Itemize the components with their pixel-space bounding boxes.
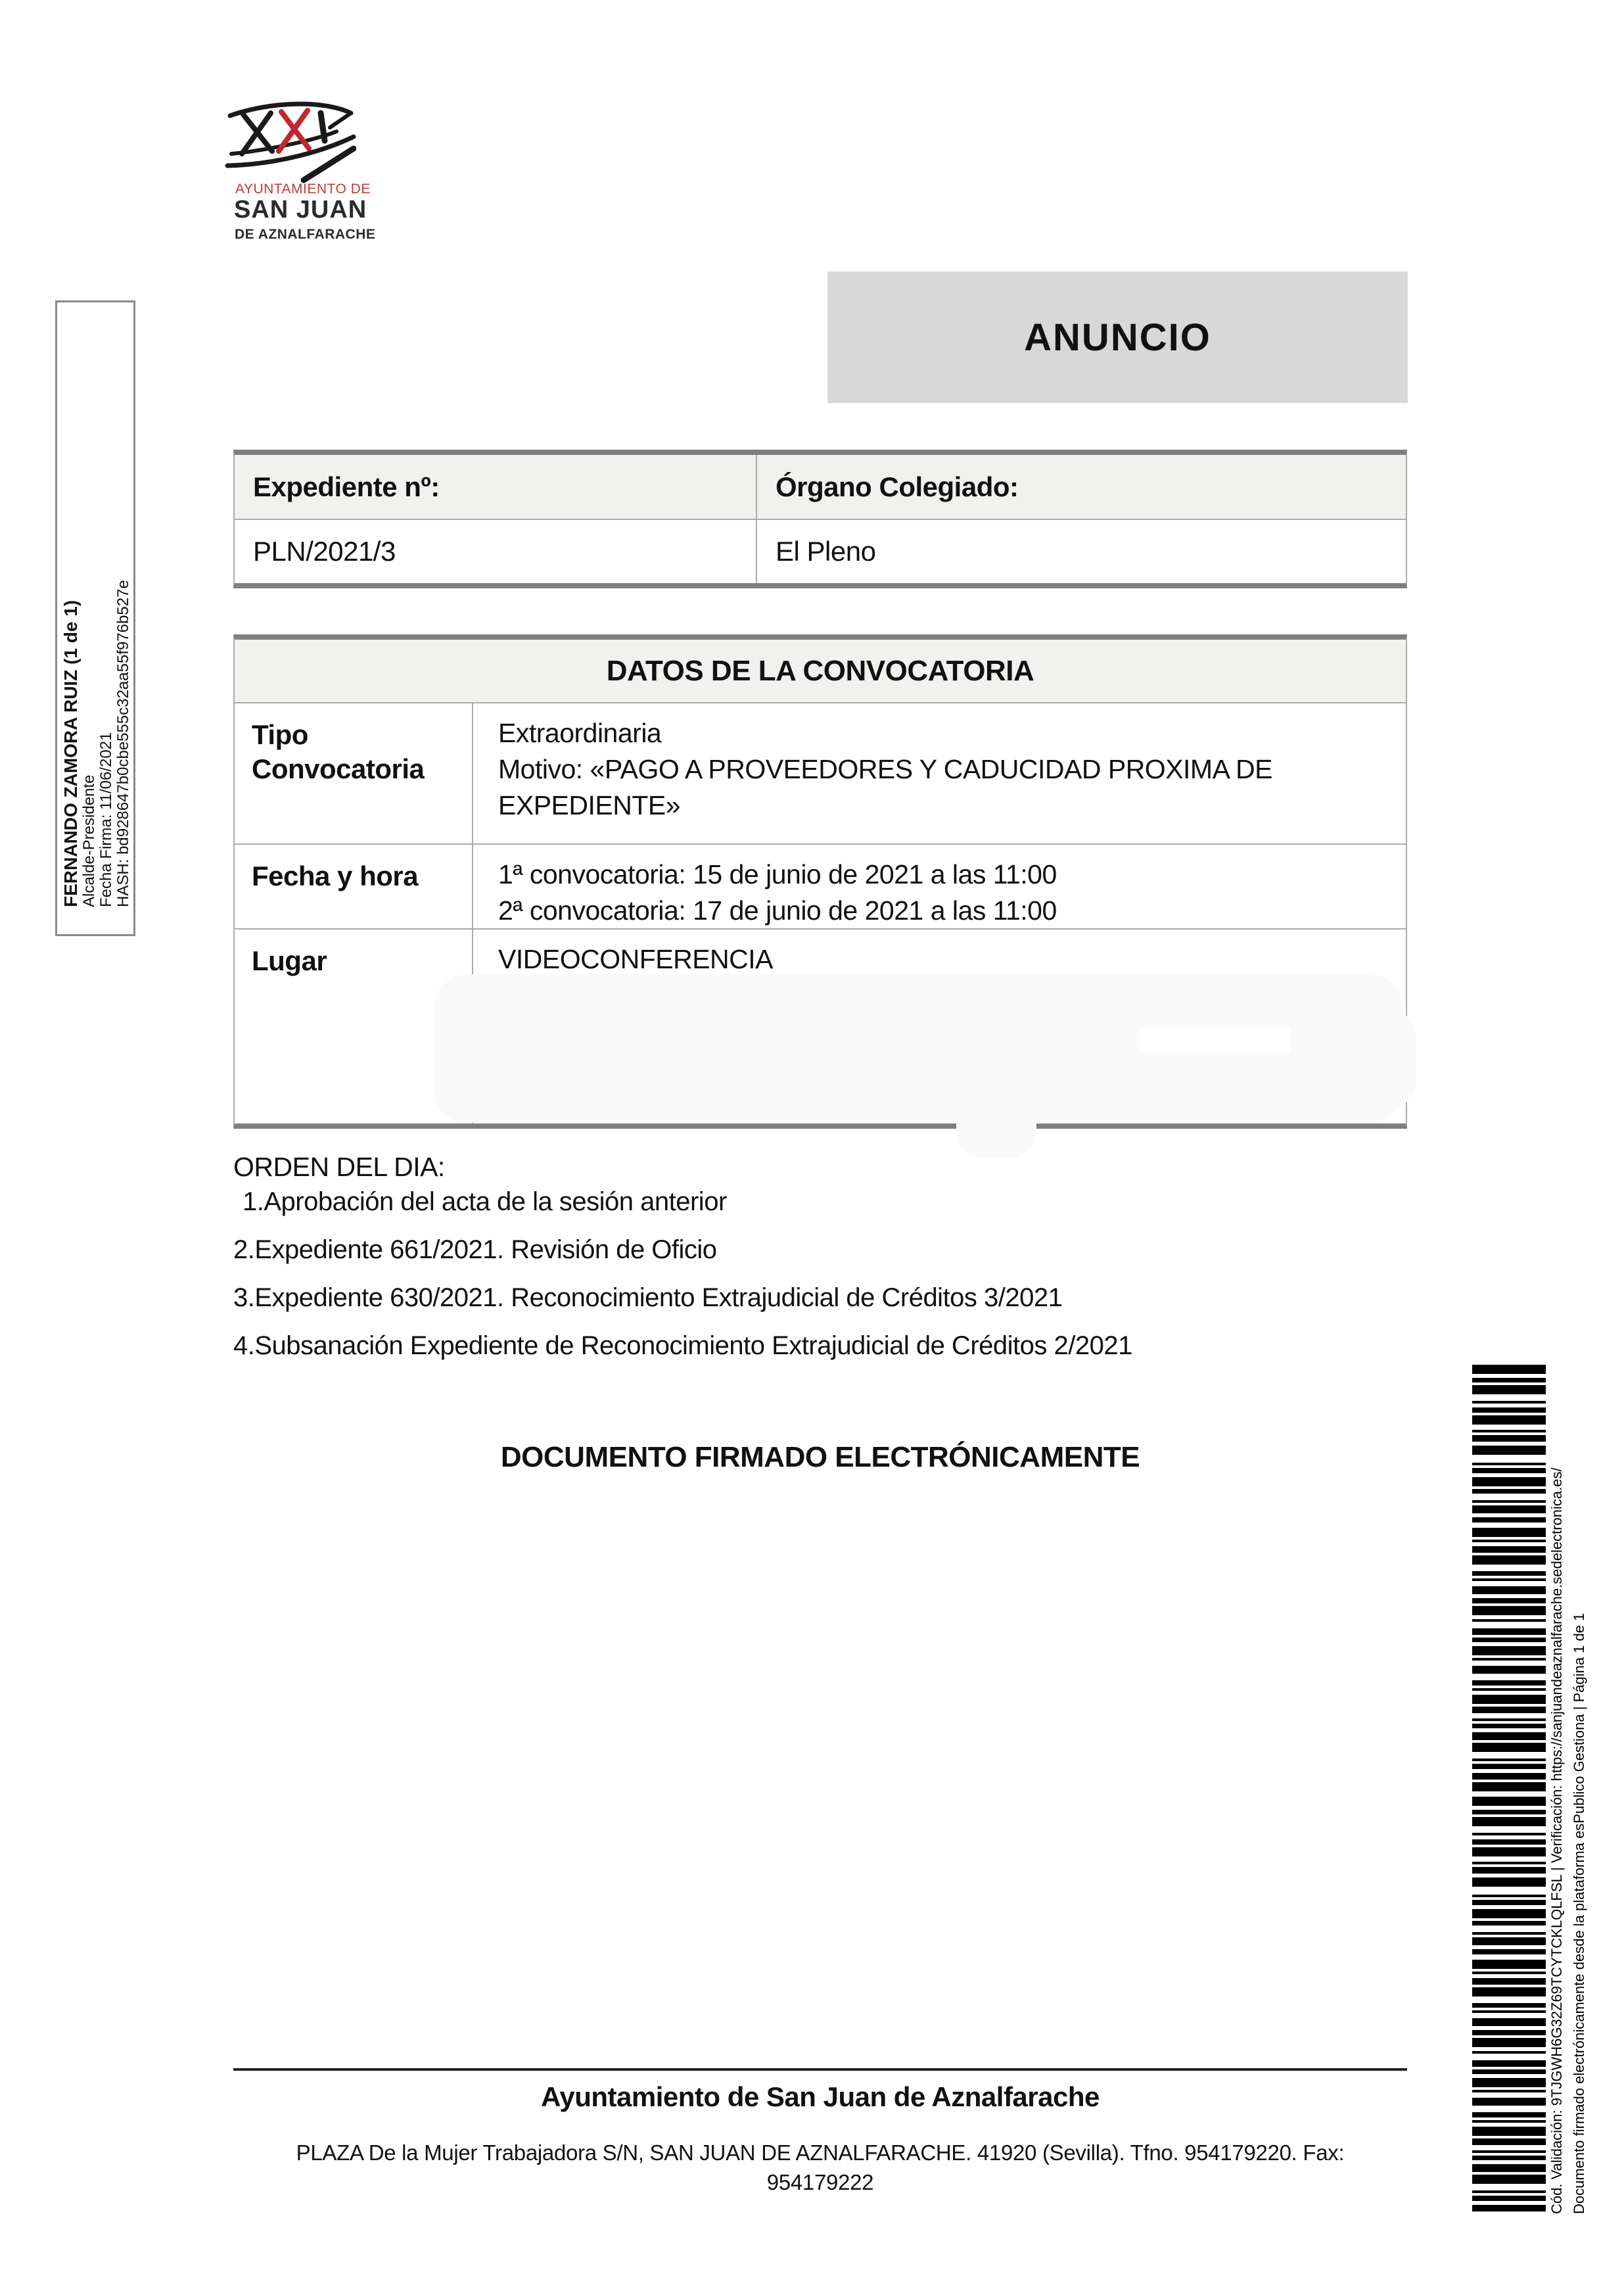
signed-electronically-notice: DOCUMENTO FIRMADO ELECTRÓNICAMENTE [500,1441,1140,1473]
footer-organization: Ayuntamiento de San Juan de Aznalfarache [541,2081,1100,2112]
tipo-value [473,703,1406,845]
orden-del-dia-list [233,1187,1410,1379]
redaction-blob-right [1305,1003,1416,1116]
signature-hash: HASH: bd928647b0cbe555c32aa55f976b527e [114,580,132,907]
orden-del-dia-heading: ORDEN DEL DIA: [233,1152,445,1182]
signer-role: Alcalde-Presidente [80,774,98,907]
orden-item-2: 2.Expediente 661/2021. Revisión de Oficio [233,1235,717,1264]
orden-item-1: 1.Aprobación del acta de la sesión anterior [243,1187,727,1216]
logo-xxi-icon [225,93,356,185]
convocatoria-title: DATOS DE LA CONVOCATORIA [235,640,1406,703]
anuncio-title: ANUNCIO [1024,316,1211,359]
validation-barcode [1472,1365,1546,2214]
footer-address [233,2138,1407,2197]
signature-stamp-text [61,329,132,907]
signature-stamp-box [55,300,135,936]
redaction-blob-bottom [499,1078,894,1120]
validation-code-text: Cód. Validación: 9TJGWH6G32Z69TCYTCKLQLFSL | Verificación: https://sanjuandeaznalfarache.sedelectronica.es/ [1548,1467,1565,2214]
lugar-label: Lugar [235,930,473,1123]
fecha-value [473,845,1406,930]
orden-item-4: 4.Subsanación Expediente de Reconocimiento Extrajudicial de Créditos 2/2021 [233,1331,1132,1360]
footer-address-line-2: 954179222 [766,2170,874,2194]
signer-name: FERNANDO ZAMORA RUIZ (1 de 1) [60,600,81,907]
logo-text-sanjuan: SAN JUAN [234,196,367,224]
tipo-label: Tipo Convocatoria [235,703,473,845]
expediente-table [233,450,1407,588]
organo-header: Órgano Colegiado: [757,455,1406,520]
expediente-header: Expediente nº: [235,455,757,520]
footer-address-line-1: PLAZA De la Mujer Trabajadora S/N, SAN JUAN DE AZNALFARACHE. 41920 (Sevilla). Tfno. 954179220. Fax: [296,2140,1345,2165]
gestiona-platform-text: Documento firmado electrónicamente desde la plataforma esPublico Gestiona | Página 1 de 1 [1571,1613,1587,2214]
fecha-label: Fecha y hora [235,845,473,930]
expediente-value: PLN/2021/3 [235,520,757,583]
fecha-line-1: 1ª convocatoria: 15 de junio de 2021 a las 11:00 [498,859,1057,889]
organo-value: El Pleno [776,536,876,567]
orden-item-3: 3.Expediente 630/2021. Reconocimiento Extrajudicial de Créditos 3/2021 [233,1283,1063,1312]
redaction-blob-tail [956,1052,1036,1158]
anuncio-banner [827,272,1408,403]
signature-date: Fecha Firma: 11/06/2021 [97,732,115,907]
lugar-line-1: VIDEOCONFERENCIA [498,944,773,974]
redaction-blob-highlight [1140,1026,1291,1054]
fecha-line-2: 2ª convocatoria: 17 de junio de 2021 a las 11:00 [498,895,1057,926]
logo-text-aznalfarache: DE AZNALFARACHE [235,227,376,242]
footer-rule [233,2068,1407,2071]
logo-text-ayuntamiento: AYUNTAMIENTO DE [235,181,371,197]
tipo-line-1: Extraordinaria [498,718,662,748]
tipo-line-2: Motivo: «PAGO A PROVEEDORES Y CADUCIDAD PROXIMA DE EXPEDIENTE» [498,754,1273,820]
